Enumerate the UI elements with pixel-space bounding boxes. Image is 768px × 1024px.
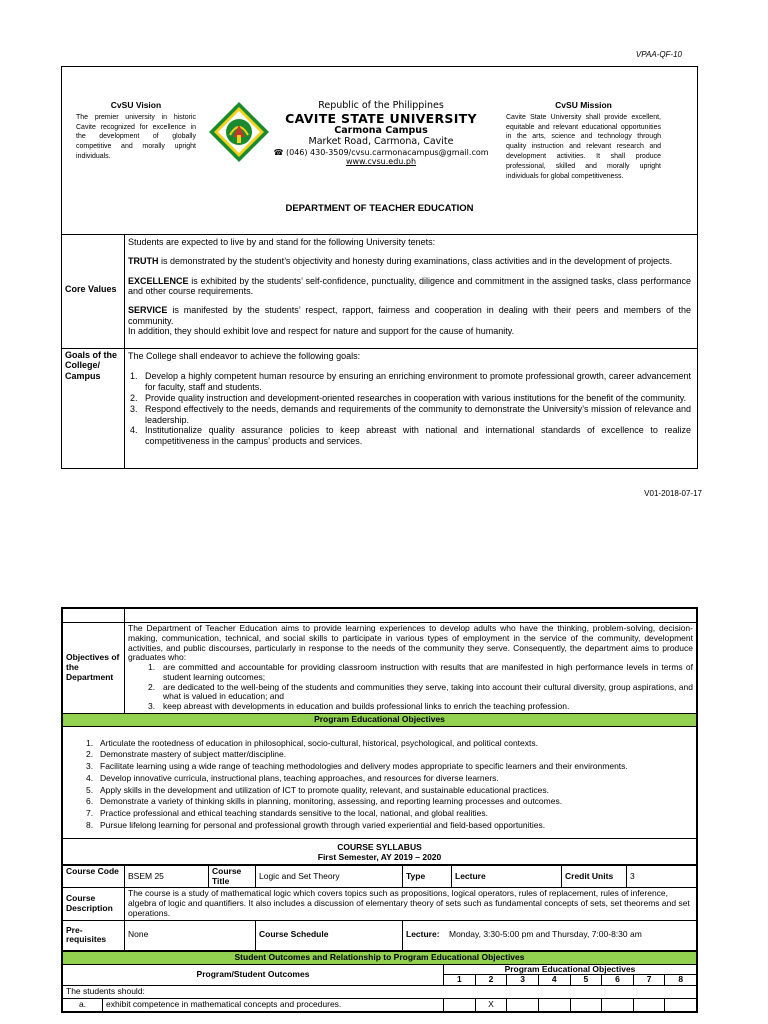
objectives-intro: The Department of Teacher Education aims to provide learning experiences to develop adults who have the thinking, problem-solving, decision-making, communication, technical, and social skills to participate in various types of employment in the service of the community, development activities, and public discourses, particularly in response to the needs of the community they serve. Consequently, the department aims to produce graduates who: (128, 623, 693, 663)
core-values-addition: In addition, they should exhibit love and respect for nature and support for the cause of humanity. (128, 326, 515, 337)
goals-row (62, 349, 697, 469)
peo-number-cell: 3 (507, 975, 539, 986)
objectives-label: Objectives of the Department (63, 623, 125, 714)
contact-text: ☎ (046) 430-3509/cvsu.carmonacampus@gmail.com (273, 148, 489, 158)
outcome-mark-cell: X (475, 998, 507, 1011)
list-item (86, 808, 693, 820)
mission-block (506, 101, 661, 181)
course-title-label: Course Title (209, 865, 256, 888)
list-number: 7. (86, 807, 94, 818)
outcome-letter: a. (63, 998, 103, 1011)
prereq-label: Pre-requisites (63, 920, 125, 950)
course-code-label: Course Code (63, 865, 125, 888)
credit-units-label: Credit Units (562, 865, 627, 888)
address-text: Market Road, Carmona, Cavite (308, 136, 454, 148)
list-text: are committed and accountable for providing classroom instruction with results that are manifested in high performance levels in terms of student learning outcomes; (163, 662, 693, 682)
peo-number-cell: 4 (538, 975, 570, 986)
syllabus-table (61, 607, 698, 1013)
credit-units-value: 3 (627, 865, 697, 888)
list-text: Demonstrate a variety of thinking skills in planning, monitoring, assessing, and reporting learning processes and outcomes. (100, 796, 563, 807)
outcomes-title: Student Outcomes and Relationship to Program Educational Objectives (63, 951, 697, 964)
objectives-list (128, 663, 693, 712)
vision-block (76, 101, 196, 162)
core-values-label: Core Values (65, 284, 117, 294)
peo-list (66, 728, 693, 838)
peo-number-cell: 7 (633, 975, 665, 986)
list-item (86, 785, 693, 797)
excellence-value: EXCELLENCE is exhibited by the students’ self-confidence, punctuality, diligence and commitment in the assigned tasks, class performance and other course requirements. (128, 275, 691, 297)
syllabus-semester: First Semester, AY 2019 – 2020 (317, 852, 442, 863)
list-item (128, 404, 691, 426)
outcomes-right-header: Program Educational Objectives (444, 964, 697, 975)
peo-title: Program Educational Objectives (63, 713, 697, 726)
list-text: Practice professional and ethical teaching standards sensitive to the local, national, and global realities. (100, 807, 488, 818)
description-label: Course Description (63, 888, 125, 920)
vision-title: CvSU Vision (110, 100, 162, 110)
peo-number-cell: 5 (570, 975, 602, 986)
outcome-mark-cell (602, 998, 634, 1011)
campus-name: Carmona Campus (334, 125, 428, 137)
outcomes-table (62, 951, 697, 1012)
syllabus-heading (63, 839, 697, 865)
objectives-content (125, 623, 697, 714)
list-number: 3. (130, 403, 138, 414)
outcome-mark-cell (444, 998, 476, 1011)
type-label: Type (403, 865, 452, 888)
goals-intro: The College shall endeavor to achieve the following goals: (128, 351, 361, 361)
list-item (86, 796, 693, 808)
goals-label: Goals of the College/ Campus (65, 350, 118, 381)
syllabus-title: COURSE SYLLABUS (337, 842, 422, 853)
outcome-mark-cell (507, 998, 539, 1011)
peo-number-cell: 6 (602, 975, 634, 986)
list-item (86, 820, 693, 832)
list-number: 1. (148, 662, 156, 673)
list-item (86, 773, 693, 785)
list-text: Respond effectively to the needs, demands and requirements of the community to demonstrate the University’s mission of relevance and leadership. (145, 403, 691, 425)
mission-title: CvSU Mission (555, 100, 612, 110)
outcomes-lead: The students should: (63, 986, 697, 999)
schedule-label: Course Schedule (256, 920, 403, 950)
list-text: Provide quality instruction and development-oriented researches in cooperation with various institutions for the benefit of the community. (145, 392, 687, 403)
type-value: Lecture (452, 865, 562, 888)
course-info-table (62, 865, 697, 951)
list-item (148, 683, 693, 703)
department-title: DEPARTMENT OF TEACHER EDUCATION (285, 203, 474, 214)
list-item (86, 749, 693, 761)
mission-text: Cavite State University shall provide excellent, equitable and relevant educational opportunities in the arts, science and technology through quality instruction and relevant research and development activities. It shall produce professional, skilled and morally upright individuals for global competitiveness. (506, 113, 661, 180)
list-text: Articulate the rootedness of education in philosophical, socio-cultural, historical, psychological, and political contexts. (100, 737, 538, 748)
header-row (62, 67, 697, 235)
objectives-table (62, 608, 697, 865)
university-header-box (61, 66, 698, 469)
prereq-value: None (125, 920, 256, 950)
core-values-intro: Students are expected to live by and stand for the following University tenets: (128, 237, 436, 247)
core-values-content (124, 235, 697, 348)
list-number: 1. (86, 737, 94, 748)
list-number: 8. (86, 819, 94, 830)
list-item (128, 371, 691, 393)
list-number: 2. (148, 681, 156, 692)
outcome-row (63, 998, 697, 1011)
schedule-cell (403, 920, 697, 950)
core-values-row (62, 235, 697, 349)
vision-text: The premier university in historic Cavite recognized for excellence in the development of globally competitive and morally upright individuals. (76, 113, 196, 160)
service-value: SERVICE is manifested by the students’ respect, rapport, fairness and cooperation in dealing with their peers and members of the community. (128, 305, 691, 326)
list-text: keep abreast with developments in education and builds professional links to enrich the teaching profession. (163, 701, 570, 712)
schedule-value: Monday, 3:30-5:00 pm and Thursday, 7:00-8:30 am (449, 929, 642, 940)
list-item (86, 738, 693, 750)
form-code: VPAA-QF-10 (635, 50, 682, 59)
peo-number-cell: 1 (444, 975, 476, 986)
list-number: 2. (130, 392, 138, 403)
version-code: V01-2018-07-17 (644, 489, 702, 498)
outcome-mark-cell (538, 998, 570, 1011)
list-text: are dedicated to the well-being of the students and communities they serve, taking into account their cultural diversity, group aspirations, and what is valued in education; and (163, 681, 693, 702)
peo-number-cell: 2 (475, 975, 507, 986)
list-number: 5. (86, 784, 94, 795)
website-link[interactable]: www.cvsu.edu.ph (345, 157, 417, 167)
list-text: Facilitate learning using a wide range of teaching methodologies and delivery modes appropriate to specific learners and their environments. (100, 761, 628, 772)
outcome-mark-cell (570, 998, 602, 1011)
list-number: 4. (130, 425, 138, 436)
description-value: The course is a study of mathematical logic which covers topics such as propositions, logical operators, rules of replacement, rules of inference, algebra of logic and quantifiers. It also includes a discussion of elementary theory of sets such as fundamental concepts of sets, set theorems and set operations. (125, 888, 697, 920)
peo-content (63, 726, 697, 839)
republic-text: Republic of the Philippines (318, 100, 444, 111)
outcomes-left-header: Program/Student Outcomes (63, 964, 444, 986)
list-text: Apply skills in the development and utilization of ICT to promote quality, relevant, and sustainable educational practices. (100, 784, 550, 795)
list-number: 1. (130, 371, 138, 382)
list-number: 4. (86, 772, 94, 783)
peo-number-cell: 8 (665, 975, 697, 986)
list-text: Demonstrate mastery of subject matter/discipline. (100, 749, 287, 760)
list-item (128, 425, 691, 447)
outcome-text: exhibit competence in mathematical concepts and procedures. (103, 998, 444, 1011)
list-item (148, 702, 693, 712)
cvsu-seal-icon (208, 101, 270, 163)
list-text: Pursue lifelong learning for personal and professional growth through varied experiential and field-based opportunities. (100, 819, 546, 830)
goals-list (128, 371, 691, 447)
course-code-value: BSEM 25 (125, 865, 209, 888)
list-number: 2. (86, 749, 94, 760)
outcome-mark-cell (665, 998, 697, 1011)
list-item (128, 393, 691, 404)
university-heading (272, 101, 490, 167)
list-number: 3. (86, 761, 94, 772)
list-text: Institutionalize quality assurance policies to keep abreast with national and international standards of excellence to realize competitiveness in the campus’ products and services. (145, 425, 691, 447)
blank-cell (63, 609, 125, 623)
list-text: Develop innovative curricula, instructional plans, teaching approaches, and resources for diverse learners. (100, 772, 499, 783)
list-item (148, 663, 693, 683)
list-number: 3. (148, 701, 156, 712)
list-text: Develop a highly competent human resource by ensuring an enriching environment to promote professional growth, career advancement for faculty, staff and students. (145, 371, 691, 393)
blank-cell (125, 609, 697, 623)
university-name: CAVITE STATE UNIVERSITY (285, 110, 477, 126)
list-item (86, 761, 693, 773)
truth-value: TRUTH is demonstrated by the student’s objectivity and honesty during examinations, class activities and in the development of projects. (128, 256, 673, 267)
lecture-label: Lecture: (406, 929, 440, 940)
course-title-value: Logic and Set Theory (256, 865, 403, 888)
goals-content (124, 349, 697, 469)
outcome-rows (63, 998, 697, 1011)
outcome-mark-cell (633, 998, 665, 1011)
list-number: 6. (86, 796, 94, 807)
